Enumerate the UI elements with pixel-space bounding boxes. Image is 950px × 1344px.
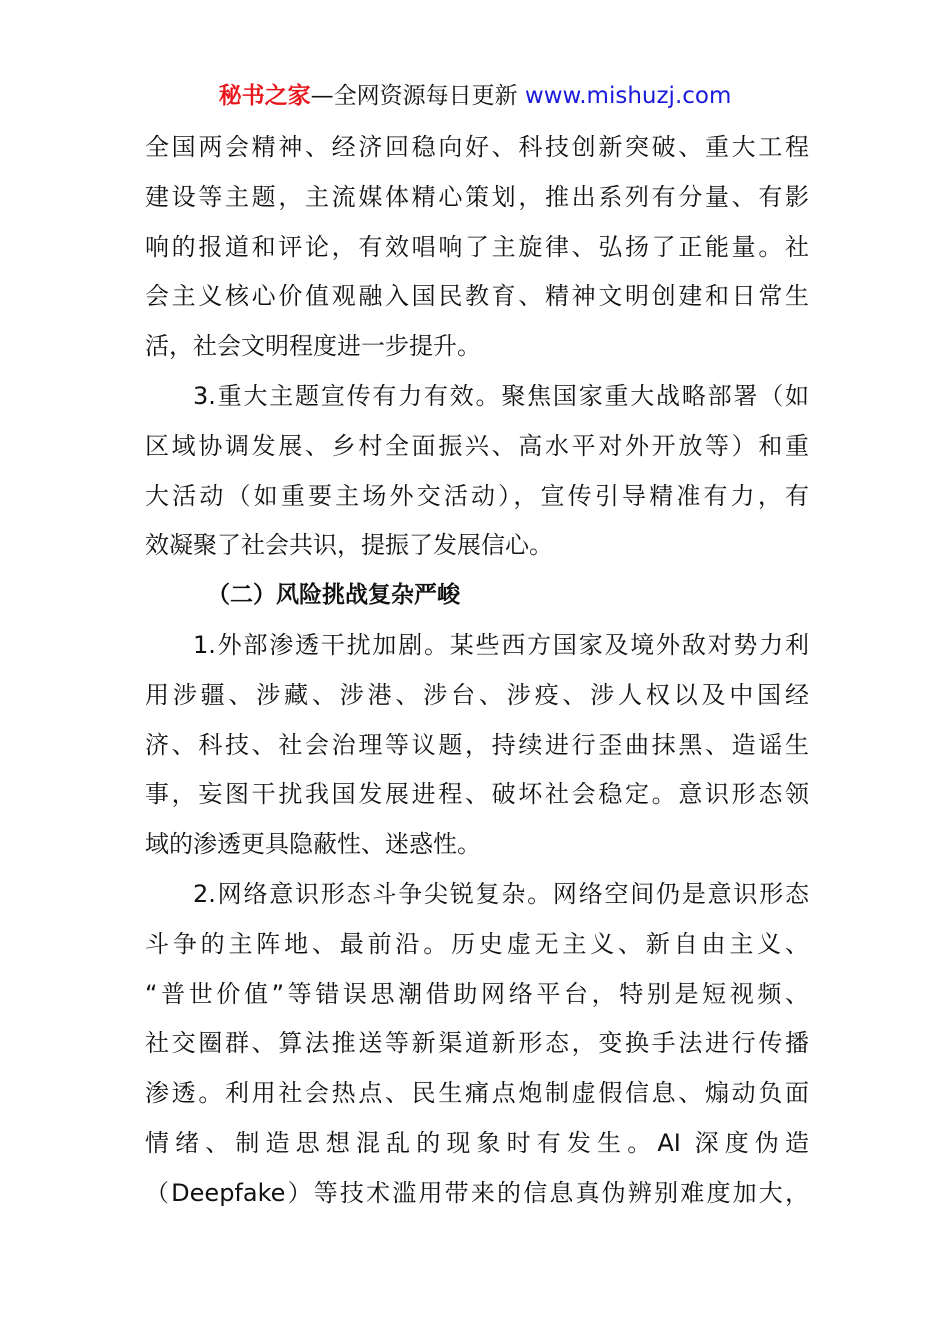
text-line: 事，妄图干扰我国发展进程、破坏社会稳定。意识形态领 <box>145 780 809 809</box>
text-line: 社交圈群、算法推送等新渠道新形态，变换手法进行传播 <box>145 1029 809 1058</box>
text-line: 效凝聚了社会共识，提振了发展信心。 <box>145 531 553 560</box>
text-line: 1.外部渗透干扰加剧。某些西方国家及境外敌对势力利 <box>193 630 809 659</box>
text-line: 响的报道和评论，有效唱响了主旋律、弘扬了正能量。社 <box>145 232 809 261</box>
document-body <box>145 123 809 1219</box>
text-line: （Deepfake）等技术滥用带来的信息真伪辨别难度加大， <box>145 1178 809 1207</box>
text-line: 3.重大主题宣传有力有效。聚焦国家重大战略部署（如 <box>193 381 809 410</box>
text-line: 2.网络意识形态斗争尖锐复杂。网络空间仍是意识形态 <box>193 879 809 908</box>
text-line: 情绪、制造思想混乱的现象时有发生。AI 深度伪造 <box>145 1128 809 1157</box>
text-line: 会主义核心价值观融入国民教育、精神文明创建和日常生 <box>145 282 809 311</box>
site-url-link[interactable]: www.mishuzj.com <box>524 83 732 109</box>
text-line: 渗透。利用社会热点、民生痛点炮制虚假信息、煽动负面 <box>145 1079 809 1108</box>
text-line: 全国两会精神、经济回稳向好、科技创新突破、重大工程 <box>145 133 809 161</box>
text-line: 大活动（如重要主场外交活动），宣传引导精准有力，有 <box>145 481 809 510</box>
text-line: 斗争的主阵地、最前沿。历史虚无主义、新自由主义、 <box>145 929 809 958</box>
site-brand: 秘书之家 <box>218 83 311 109</box>
text-line: 建设等主题，主流媒体精心策划，推出系列有分量、有影 <box>145 182 809 211</box>
text-line: 区域协调发展、乡村全面振兴、高水平对外开放等）和重 <box>145 431 809 460</box>
text-line: 用涉疆、涉藏、涉港、涉台、涉疫、涉人权以及中国经 <box>145 680 809 709</box>
section-heading: （二）风险挑战复杂严峻 <box>207 582 460 609</box>
text-line: 活，社会文明程度进一步提升。 <box>145 332 481 361</box>
text-line: “普世价值”等错误思潮借助网络平台，特别是短视频、 <box>145 979 809 1008</box>
text-line: 域的渗透更具隐蔽性、迷惑性。 <box>145 830 481 859</box>
site-header <box>0 80 950 112</box>
site-tagline: —全网资源每日更新 <box>310 83 518 109</box>
text-line: 济、科技、社会治理等议题，持续进行歪曲抹黑、造谣生 <box>145 730 809 759</box>
